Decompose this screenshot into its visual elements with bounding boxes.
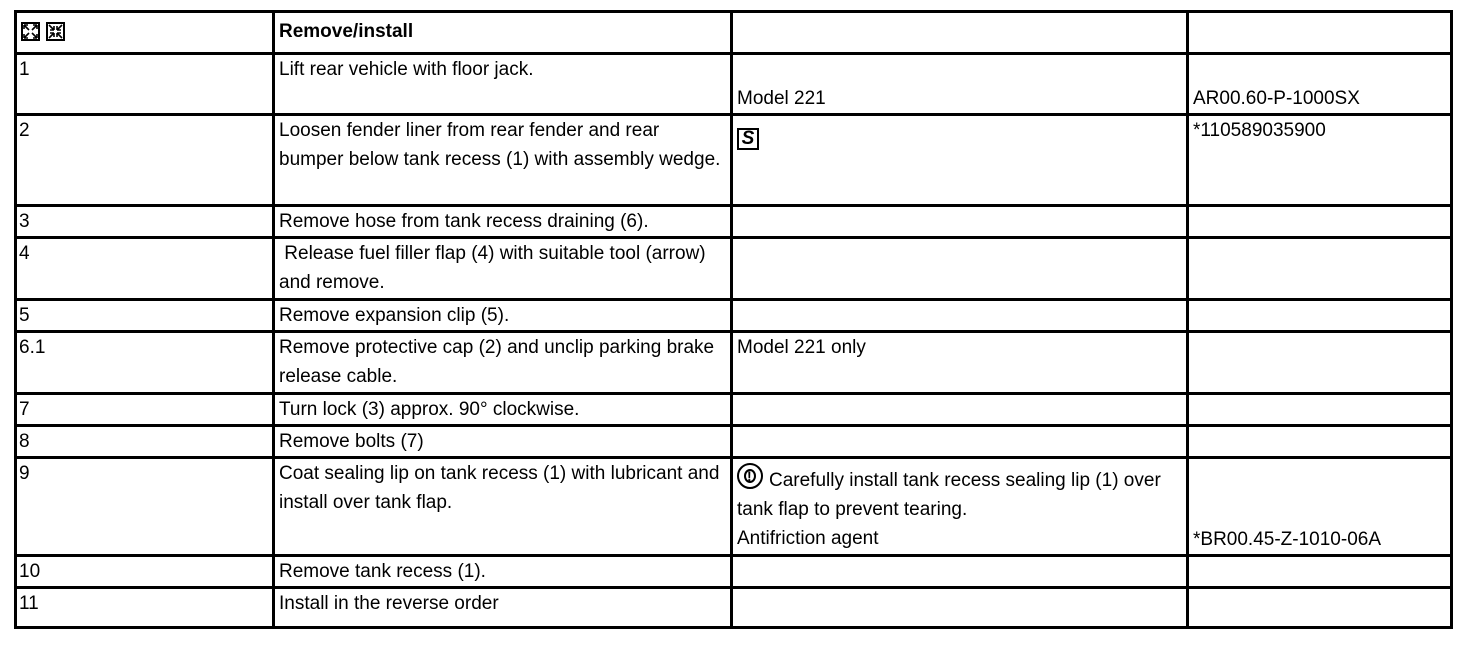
step-note [732, 206, 1188, 238]
step-number: 11 [16, 588, 274, 628]
material-text: Antifriction agent [737, 528, 879, 549]
step-number: 9 [16, 458, 274, 556]
step-number: 3 [16, 206, 274, 238]
step-number: 5 [16, 300, 274, 332]
step-reference [1188, 206, 1452, 238]
step-number: 1 [16, 54, 274, 115]
step-number: 6.1 [16, 332, 274, 394]
step-text: Turn lock (3) approx. 90° clockwise. [274, 394, 732, 426]
table-row [16, 115, 1452, 206]
table-row [16, 426, 1452, 458]
step-reference [1188, 588, 1452, 628]
caution-text: Carefully install tank recess sealing lip (1) over tank flap to prevent tearing. [737, 470, 1161, 520]
step-text: Remove protective cap (2) and unclip parking brake release cable. [274, 332, 732, 394]
step-reference[interactable]: AR00.60-P-1000SX [1188, 54, 1452, 115]
step-reference [1188, 426, 1452, 458]
table-row [16, 588, 1452, 628]
table-row [16, 394, 1452, 426]
collapse-icon[interactable] [46, 22, 65, 41]
step-reference [1188, 332, 1452, 394]
step-text: Lift rear vehicle with floor jack. [274, 54, 732, 115]
table-row [16, 206, 1452, 238]
table-row [16, 332, 1452, 394]
step-text: Install in the reverse order [274, 588, 732, 628]
table-row [16, 238, 1452, 300]
step-note [732, 588, 1188, 628]
step-reference [1188, 238, 1452, 300]
step-text: Release fuel filler flap (4) with suitable tool (arrow) and remove. [274, 238, 732, 300]
step-note [732, 115, 1188, 206]
caution-icon [737, 463, 763, 489]
step-reference [1188, 556, 1452, 588]
step-note: Model 221 only [732, 332, 1188, 394]
table-row [16, 556, 1452, 588]
expand-icon[interactable] [21, 22, 40, 41]
header-empty-cell [1188, 12, 1452, 54]
step-note [732, 394, 1188, 426]
table-row [16, 458, 1452, 556]
step-reference [1188, 300, 1452, 332]
step-note [732, 426, 1188, 458]
header-empty-cell [732, 12, 1188, 54]
step-note [732, 458, 1188, 556]
step-text: Loosen fender liner from rear fender and rear bumper below tank recess (1) with assembly wedge. [274, 115, 732, 206]
header-icons-cell [16, 12, 274, 54]
step-number: 7 [16, 394, 274, 426]
header-title: Remove/install [274, 12, 732, 54]
step-note [732, 238, 1188, 300]
step-reference[interactable]: *BR00.45-Z-1010-06A [1188, 458, 1452, 556]
procedure-table [14, 10, 1453, 629]
step-number: 2 [16, 115, 274, 206]
step-number: 10 [16, 556, 274, 588]
step-note: Model 221 [732, 54, 1188, 115]
step-text: Coat sealing lip on tank recess (1) with lubricant and install over tank flap. [274, 458, 732, 556]
step-text: Remove hose from tank recess draining (6). [274, 206, 732, 238]
step-note [732, 300, 1188, 332]
step-reference [1188, 394, 1452, 426]
table-row [16, 54, 1452, 115]
step-text: Remove expansion clip (5). [274, 300, 732, 332]
special-tool-icon[interactable]: S [737, 128, 759, 150]
step-number: 4 [16, 238, 274, 300]
step-text: Remove tank recess (1). [274, 556, 732, 588]
step-number: 8 [16, 426, 274, 458]
step-note [732, 556, 1188, 588]
step-text: Remove bolts (7) [274, 426, 732, 458]
header-row [16, 12, 1452, 54]
step-reference[interactable]: *110589035900 [1188, 115, 1452, 206]
table-row [16, 300, 1452, 332]
